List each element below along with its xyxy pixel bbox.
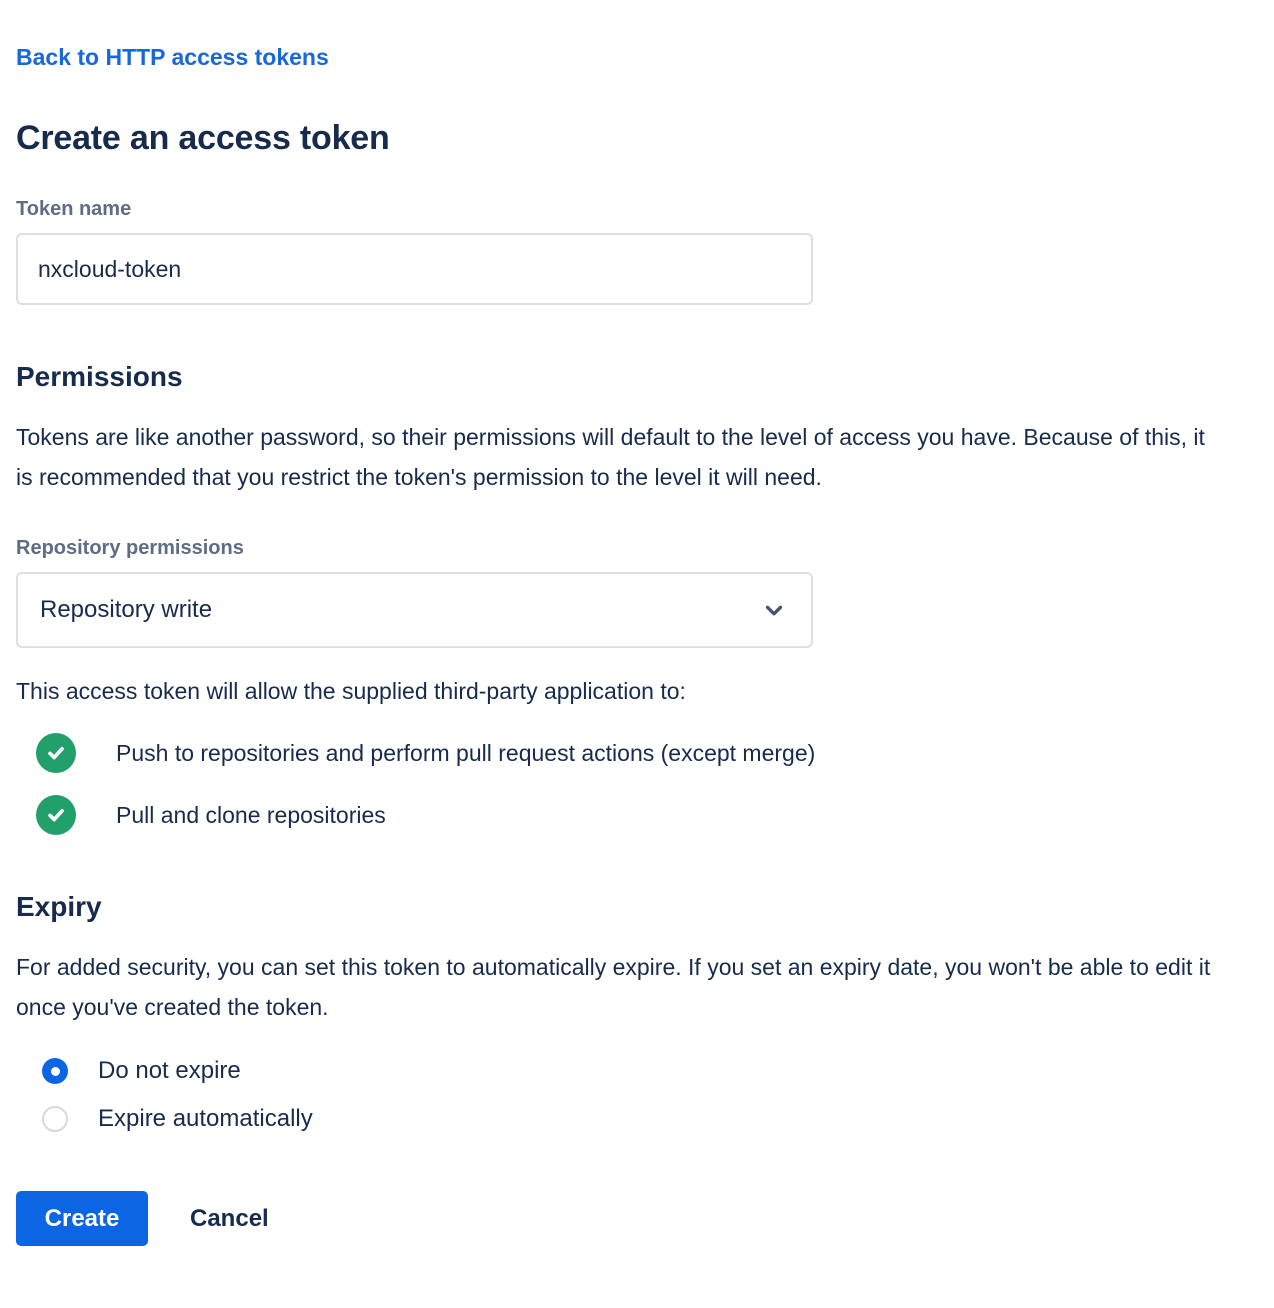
capabilities-list (16, 733, 1258, 835)
create-button[interactable]: Create (16, 1191, 148, 1246)
back-to-http-access-tokens-link[interactable]: Back to HTTP access tokens (16, 44, 329, 70)
radio-option-expire-automatically[interactable] (42, 1105, 1258, 1133)
token-name-label: Token name (16, 198, 132, 220)
permissions-description: Tokens are like another password, so their permissions will default to the level of access you have. Because of this, it is recommended that you restrict the token's permission to the level it will need. (16, 424, 1205, 490)
page-title: Create an access token (16, 119, 390, 157)
token-name-input[interactable] (16, 233, 813, 305)
repository-permissions-select[interactable] (16, 572, 813, 648)
repository-permissions-label: Repository permissions (16, 537, 244, 559)
expiry-heading: Expiry (16, 891, 102, 922)
permissions-heading: Permissions (16, 361, 183, 392)
token-capabilities-intro: This access token will allow the supplied third-party application to: (16, 678, 686, 704)
radio-option-do-not-expire[interactable] (42, 1057, 1258, 1085)
expiry-radio-group (16, 1057, 1258, 1133)
radio-label: Expire automatically (98, 1105, 313, 1132)
capability-label: Push to repositories and perform pull request actions (except merge) (116, 739, 816, 766)
form-actions (16, 1191, 1258, 1246)
capability-item (36, 795, 1258, 835)
check-circle-icon (36, 795, 76, 835)
radio-label: Do not expire (98, 1057, 241, 1084)
chevron-down-icon (761, 597, 787, 623)
radio-selected-icon[interactable] (42, 1058, 68, 1084)
radio-unselected-icon[interactable] (42, 1106, 68, 1132)
capability-label: Pull and clone repositories (116, 801, 386, 828)
expiry-description: For added security, you can set this token to automatically expire. If you set an expiry date, you won't be able to edit it once you've created the token. (16, 954, 1211, 1020)
capability-item (36, 733, 1258, 773)
cancel-button[interactable]: Cancel (190, 1204, 269, 1232)
check-circle-icon (36, 733, 76, 773)
repository-permissions-selected-value: Repository write (40, 596, 213, 623)
